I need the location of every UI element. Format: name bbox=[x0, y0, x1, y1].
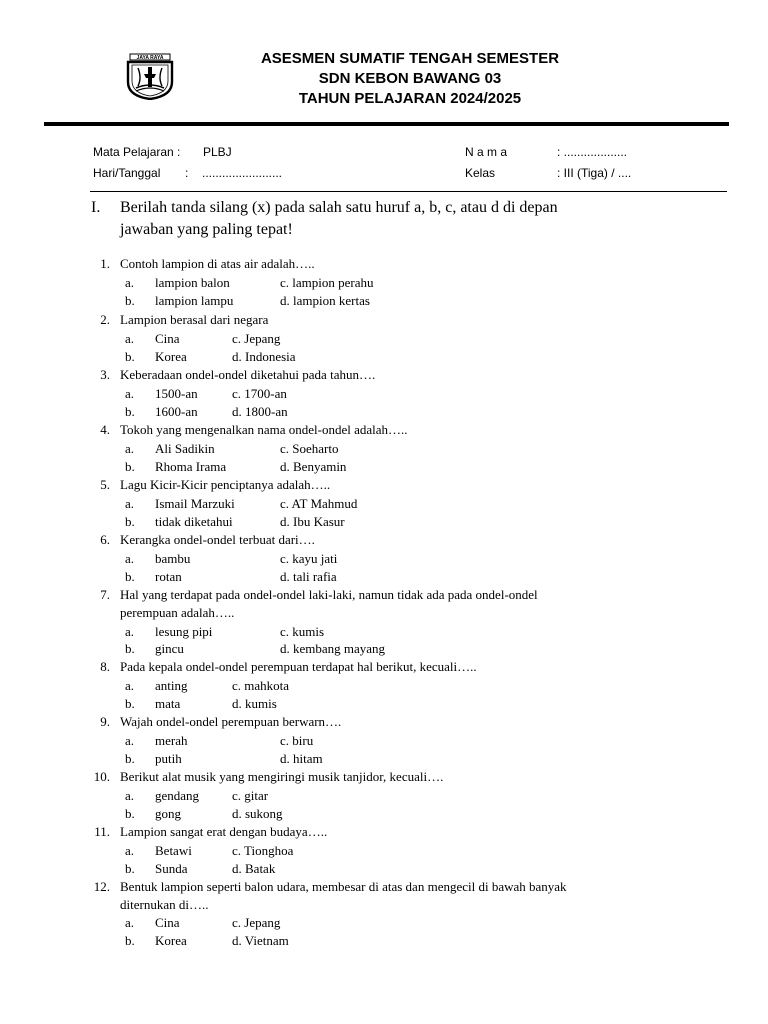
subject-label: Mata Pelajaran : bbox=[93, 145, 181, 159]
option-d: d. tali rafia bbox=[280, 569, 337, 584]
section-numeral: I. bbox=[91, 199, 101, 216]
option-c: c. Jepang bbox=[232, 915, 281, 930]
option-c: c. kayu jati bbox=[280, 551, 338, 566]
question-number: 1. bbox=[100, 256, 110, 271]
option-d: d. lampion kertas bbox=[280, 293, 370, 308]
option-a: Cina bbox=[155, 915, 180, 930]
option-letter-a: a. bbox=[125, 441, 135, 456]
option-a: gendang bbox=[155, 788, 200, 803]
option-letter-b: b. bbox=[125, 696, 135, 711]
option-a: Cina bbox=[155, 331, 180, 346]
option-b: gong bbox=[155, 806, 181, 821]
option-d: d. hitam bbox=[280, 751, 323, 766]
question-number: 2. bbox=[100, 312, 110, 327]
class-field: : III (Tiga) / .... bbox=[557, 166, 632, 180]
date-label: Hari/Tanggal bbox=[93, 166, 161, 180]
subject-value: PLBJ bbox=[203, 145, 232, 159]
option-b: tidak diketahui bbox=[155, 514, 233, 529]
option-letter-a: a. bbox=[125, 915, 135, 930]
option-b: Rhoma Irama bbox=[155, 459, 227, 474]
option-a: 1500-an bbox=[155, 386, 198, 401]
svg-text:JAYA RAYA: JAYA RAYA bbox=[136, 55, 164, 61]
date-colon: : bbox=[185, 166, 189, 180]
option-a: Betawi bbox=[155, 843, 192, 858]
option-letter-b: b. bbox=[125, 404, 135, 419]
option-letter-b: b. bbox=[125, 641, 135, 656]
question-text: Lampion sangat erat dengan budaya….. bbox=[120, 824, 328, 839]
option-letter-a: a. bbox=[125, 275, 135, 290]
option-c: c. mahkota bbox=[232, 678, 290, 693]
option-d: d. Indonesia bbox=[232, 349, 296, 364]
question-number: 11. bbox=[94, 824, 110, 839]
question-number: 5. bbox=[100, 477, 110, 492]
question-text: Tokoh yang mengenalkan nama ondel-ondel adalah….. bbox=[120, 422, 408, 437]
option-letter-a: a. bbox=[125, 624, 135, 639]
option-d: d. sukong bbox=[232, 806, 283, 821]
option-b: 1600-an bbox=[155, 404, 198, 419]
option-c: c. Jepang bbox=[232, 331, 281, 346]
name-field: : ................... bbox=[557, 145, 628, 159]
option-letter-a: a. bbox=[125, 678, 135, 693]
option-b: lampion lampu bbox=[155, 293, 234, 308]
option-letter-b: b. bbox=[125, 514, 135, 529]
question-text: Pada kepala ondel-ondel perempuan terdapat hal berikut, kecuali….. bbox=[120, 659, 477, 674]
name-label: N a m a bbox=[465, 145, 508, 159]
option-letter-a: a. bbox=[125, 733, 135, 748]
question-number: 8. bbox=[100, 659, 110, 674]
question-number: 3. bbox=[100, 367, 110, 382]
section-instruction-cont: jawaban yang paling tepat! bbox=[120, 221, 293, 238]
option-c: c. 1700-an bbox=[232, 386, 287, 401]
meta-divider bbox=[90, 191, 727, 192]
question-text: Wajah ondel-ondel perempuan berwarn…. bbox=[120, 714, 342, 729]
option-b: putih bbox=[155, 751, 182, 766]
question-text: Kerangka ondel-ondel terbuat dari…. bbox=[120, 532, 315, 547]
option-d: d. kumis bbox=[232, 696, 277, 711]
option-b: Korea bbox=[155, 349, 187, 364]
option-d: d. Batak bbox=[232, 861, 276, 876]
option-letter-b: b. bbox=[125, 933, 135, 948]
question-number: 6. bbox=[100, 532, 110, 547]
question-text: Hal yang terdapat pada ondel-ondel laki-laki, namun tidak ada pada ondel-ondel bbox=[120, 587, 538, 602]
academic-year: TAHUN PELAJARAN 2024/2025 bbox=[298, 90, 522, 107]
option-c: c. Soeharto bbox=[280, 441, 339, 456]
question-number: 12. bbox=[93, 879, 110, 894]
option-letter-b: b. bbox=[125, 861, 135, 876]
question-text: Lampion berasal dari negara bbox=[120, 312, 269, 327]
option-a: lampion balon bbox=[155, 275, 230, 290]
option-a: anting bbox=[155, 678, 188, 693]
header-divider bbox=[44, 122, 729, 126]
option-c: c. lampion perahu bbox=[280, 275, 374, 290]
option-letter-b: b. bbox=[125, 806, 135, 821]
question-number: 10. bbox=[93, 769, 110, 784]
option-a: Ali Sadikin bbox=[155, 441, 215, 456]
option-a: Ismail Marzuki bbox=[155, 496, 235, 511]
option-a: lesung pipi bbox=[155, 624, 213, 639]
question-text-cont: perempuan adalah….. bbox=[120, 605, 235, 620]
option-letter-b: b. bbox=[125, 569, 135, 584]
option-c: c. Tionghoa bbox=[232, 843, 294, 858]
option-letter-a: a. bbox=[125, 843, 135, 858]
option-b: rotan bbox=[155, 569, 182, 584]
option-c: c. gitar bbox=[232, 788, 269, 803]
option-c: c. kumis bbox=[280, 624, 325, 639]
option-letter-a: a. bbox=[125, 788, 135, 803]
option-d: d. Ibu Kasur bbox=[280, 514, 345, 529]
question-text: Lagu Kicir-Kicir penciptanya adalah….. bbox=[120, 477, 331, 492]
question-number: 4. bbox=[100, 422, 110, 437]
option-b: Korea bbox=[155, 933, 187, 948]
option-b: gincu bbox=[155, 641, 184, 656]
class-label: Kelas bbox=[465, 166, 496, 180]
question-text: Keberadaan ondel-ondel diketahui pada tahun…. bbox=[120, 367, 376, 382]
option-c: c. biru bbox=[280, 733, 314, 748]
option-d: d. 1800-an bbox=[232, 404, 288, 419]
option-b: Sunda bbox=[155, 861, 188, 876]
question-text: Contoh lampion di atas air adalah….. bbox=[120, 256, 315, 271]
question-text-cont: diternukan di….. bbox=[120, 897, 209, 912]
option-b: mata bbox=[155, 696, 181, 711]
option-d: d. Benyamin bbox=[280, 459, 347, 474]
option-letter-b: b. bbox=[125, 751, 135, 766]
option-letter-a: a. bbox=[125, 331, 135, 346]
date-field: ........................ bbox=[202, 166, 283, 180]
question-text: Berikut alat musik yang mengiringi musik tanjidor, kecuali…. bbox=[120, 769, 444, 784]
school-name: SDN KEBON BAWANG 03 bbox=[318, 70, 502, 87]
option-d: d. kembang mayang bbox=[280, 641, 386, 656]
section-instruction: Berilah tanda silang (x) pada salah satu huruf a, b, c, atau d di depan bbox=[120, 199, 558, 216]
option-letter-a: a. bbox=[125, 551, 135, 566]
question-number: 9. bbox=[100, 714, 110, 729]
option-letter-a: a. bbox=[125, 496, 135, 511]
option-d: d. Vietnam bbox=[232, 933, 289, 948]
option-letter-b: b. bbox=[125, 459, 135, 474]
option-a: merah bbox=[155, 733, 188, 748]
option-letter-b: b. bbox=[125, 349, 135, 364]
option-c: c. AT Mahmud bbox=[280, 496, 358, 511]
option-a: bambu bbox=[155, 551, 191, 566]
question-text: Bentuk lampion seperti balon udara, membesar di atas dan mengecil di bawah banyak bbox=[120, 879, 567, 894]
option-letter-b: b. bbox=[125, 293, 135, 308]
option-letter-a: a. bbox=[125, 386, 135, 401]
question-number: 7. bbox=[100, 587, 110, 602]
exam-title: ASESMEN SUMATIF TENGAH SEMESTER bbox=[260, 50, 560, 67]
